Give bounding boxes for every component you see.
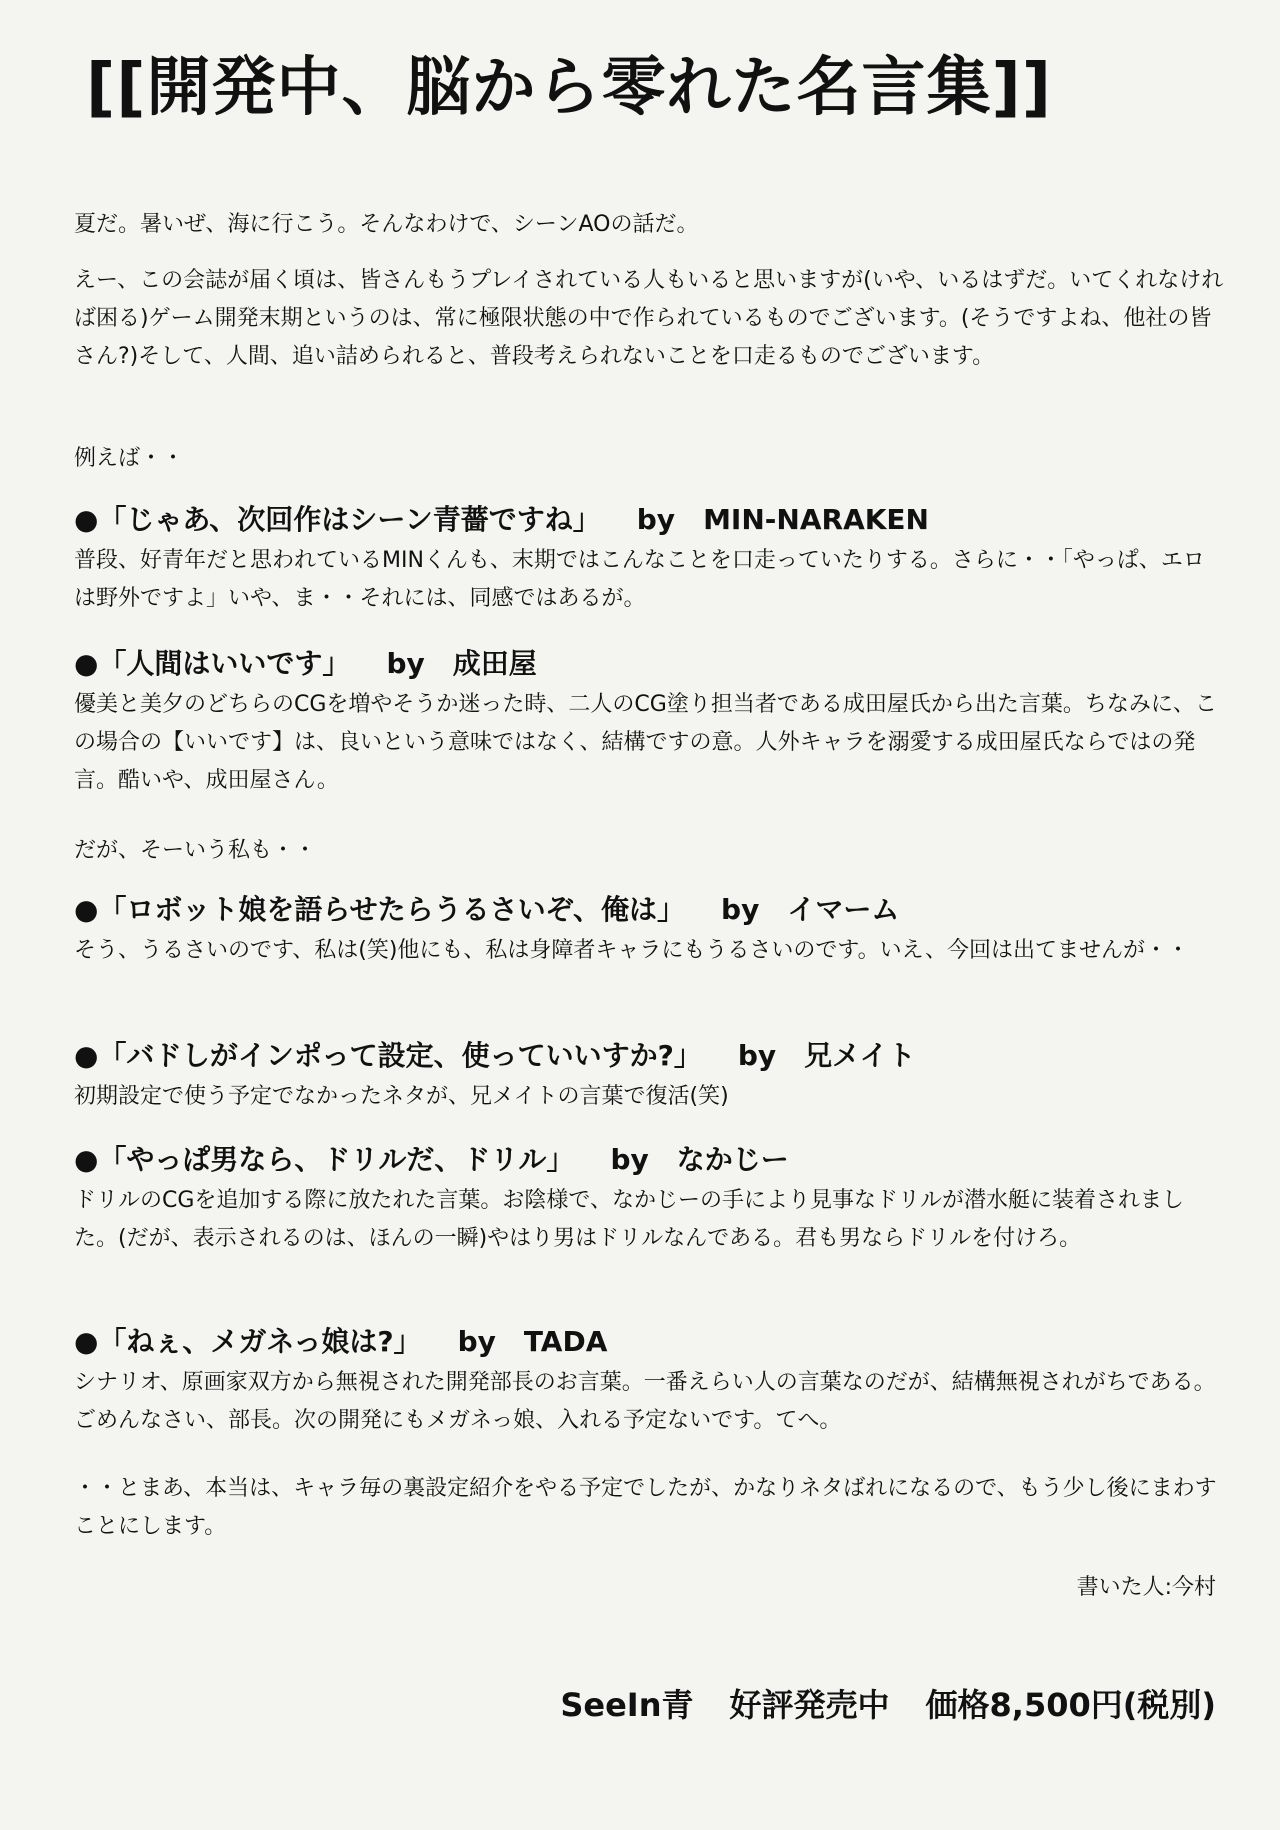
quote-entry <box>74 500 1224 618</box>
quote-text: ●「ねぇ、メガネっ娘は?」 <box>74 1325 422 1358</box>
quote-text: ●「やっぱ男なら、ドリルだ、ドリル」 <box>74 1143 575 1176</box>
quote-description: 優美と美夕のどちらのCGを増やそうか迷った時、二人のCG塗り担当者である成田屋氏から出た言葉。ちなみに、この場合の【いいです】は、良いという意味ではなく、結構ですの意。人外キャラを溺愛する成田屋氏ならではの発言。酷いや、成田屋さん。 <box>74 692 1217 793</box>
quote-author: 成田屋 <box>452 647 537 680</box>
quote-heading <box>74 500 1224 540</box>
quote-by: by <box>386 647 425 680</box>
quote-heading <box>74 644 1224 684</box>
quote-entry <box>74 1036 1224 1116</box>
quote-text: ●「人間はいいです」 <box>74 647 351 680</box>
quote-by: by <box>636 503 676 536</box>
quote-entry <box>74 1322 1224 1440</box>
quote-author: MIN-NARAKEN <box>703 503 929 536</box>
quote-text: ●「バドしがインポって設定、使っていいすか?」 <box>74 1039 702 1072</box>
footer-status: 好評発売中 <box>729 1686 890 1724</box>
quote-description: 初期設定で使う予定でなかったネタが、兄メイトの言葉で復活(笑) <box>74 1084 729 1109</box>
quote-description: そう、うるさいのです、私は(笑)他にも、私は身障者キャラにもうるさいのです。いえ、今回は出てませんが・・ <box>74 938 1189 963</box>
footer-product: SeeIn青 <box>560 1686 694 1724</box>
quote-entry <box>74 890 1224 970</box>
intro-paragraph-2: えー、この会誌が届く頃は、皆さんもうプレイされている人もいると思いますが(いや、いるはずだ。いてくれなければ困る)ゲーム開発末期というのは、常に極限状態の中で作られているものでございます。(そうですよね、他社の皆さん?)そして、人間、追い詰められると、普段考えられないことを口走るものでございます。 <box>74 268 1224 369</box>
quote-heading <box>74 1140 1224 1180</box>
quote-description: シナリオ、原画家双方から無視された開発部長のお言葉。一番えらい人の言葉なのだが、結構無視されがちである。ごめんなさい、部長。次の開発にもメガネっ娘、入れる予定ないです。てへ。 <box>74 1370 1216 1433</box>
quote-text: ●「じゃあ、次回作はシーン青薔ですね」 <box>74 503 601 536</box>
quote-by: by <box>737 1039 777 1072</box>
quote-author: なかじー <box>676 1143 789 1176</box>
quote-author: 兄メイト <box>804 1039 916 1072</box>
signature: 書いた人:今村 <box>1076 1575 1216 1600</box>
quote-description: 普段、好青年だと思われているMINくんも、末期ではこんなことを口走っていたりする。さらに・・「やっぱ、エロは野外ですよ」いや、ま・・それには、同感ではあるが。 <box>74 548 1205 611</box>
interlude-text: だが、そーいう私も・・ <box>74 838 317 863</box>
quote-entry <box>74 644 1224 800</box>
quote-author: TADA <box>523 1325 608 1358</box>
quote-heading <box>74 1322 1224 1362</box>
quote-by: by <box>610 1143 649 1176</box>
quote-text: ●「ロボット娘を語らせたらうるさいぞ、俺は」 <box>74 893 686 926</box>
quote-entry <box>74 1140 1224 1258</box>
footer-advert <box>560 1680 1216 1726</box>
closing-paragraph: ・・とまあ、本当は、キャラ毎の裏設定紹介をやる予定でしたが、かなりネタばれになるので、もう少し後にまわすことにします。 <box>74 1476 1217 1539</box>
intro-paragraph-3: 例えば・・ <box>74 446 185 471</box>
quote-by: by <box>457 1325 496 1358</box>
quote-description: ドリルのCGを追加する際に放たれた言葉。お陰様で、なかじーの手により見事なドリルが潜水艇に装着されました。(だが、表示されるのは、ほんの一瞬)やはり男はドリルなんである。君も男ならドリルを付けろ。 <box>74 1188 1184 1251</box>
quote-by: by <box>721 893 760 926</box>
intro-paragraph-1: 夏だ。暑いぜ、海に行こう。そんなわけで、シーンAOの話だ。 <box>74 212 699 237</box>
quote-heading <box>74 1036 1224 1076</box>
page-title: [[開発中、脳から零れた名言集]] <box>86 51 1052 125</box>
quote-author: イマーム <box>787 893 900 926</box>
quote-heading <box>74 890 1224 930</box>
footer-price: 価格8,500円(税別) <box>925 1686 1216 1724</box>
